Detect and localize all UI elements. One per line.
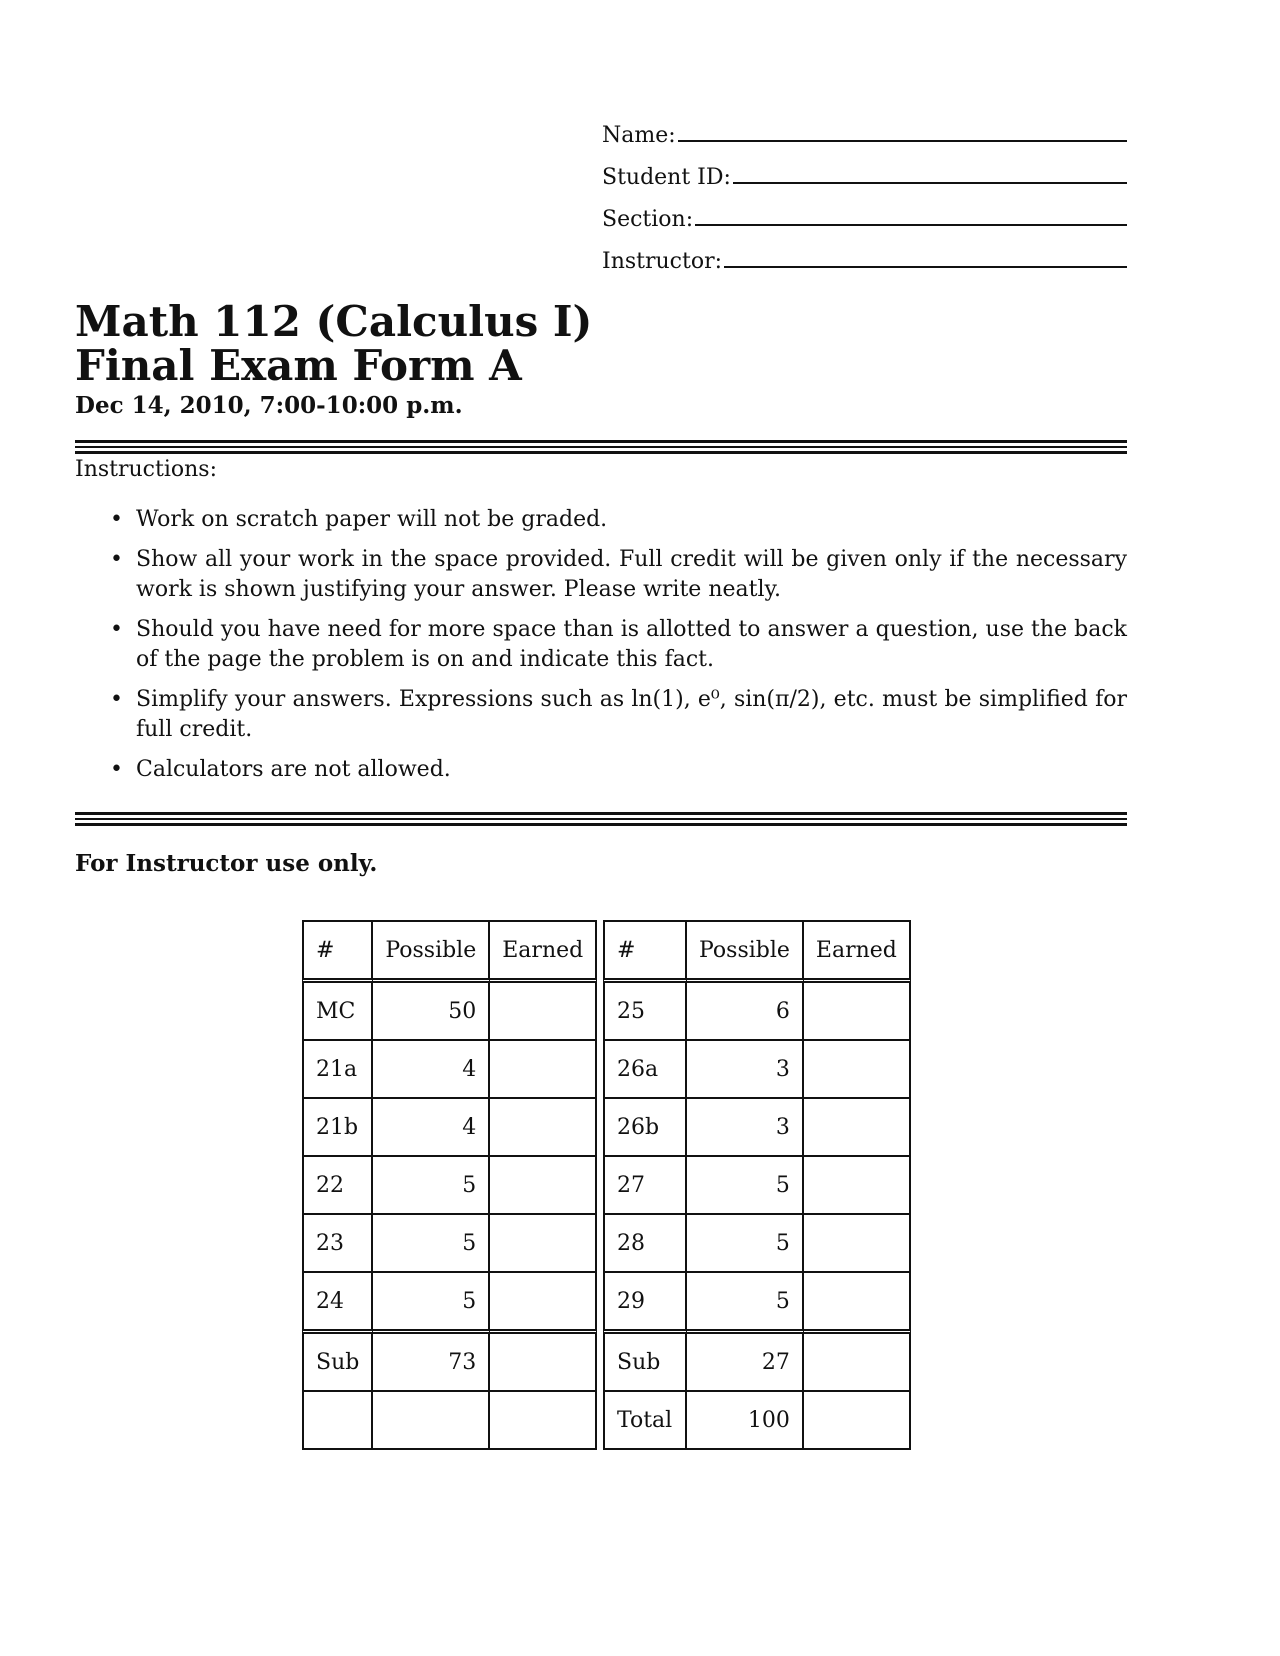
problem-cell: 26b <box>603 1099 687 1157</box>
possible-cell: 3 <box>687 1041 804 1099</box>
problem-cell: 21b <box>302 1099 373 1157</box>
problem-cell: Sub <box>603 1334 687 1392</box>
header-cell: # <box>603 920 687 983</box>
table-row <box>603 1273 911 1334</box>
problem-cell: 27 <box>603 1157 687 1215</box>
name-line[interactable] <box>678 140 1127 142</box>
bullet-icon: • <box>110 757 123 782</box>
table-row <box>603 1099 911 1157</box>
table-row <box>302 983 597 1041</box>
instructions-heading: Instructions: <box>75 457 217 482</box>
table-row <box>603 1157 911 1215</box>
name-label: Name: <box>602 123 676 148</box>
header-cell: Earned <box>804 920 911 983</box>
problem-cell: MC <box>302 983 373 1041</box>
table-row <box>302 1157 597 1215</box>
exam-form-title: Final Exam Form A <box>75 341 522 390</box>
table-row <box>302 1041 597 1099</box>
bottom-divider <box>75 812 1127 829</box>
list-item <box>110 755 1127 785</box>
instruction-text: Work on scratch paper will not be graded. <box>136 507 608 532</box>
list-item <box>110 505 1127 535</box>
possible-cell: 73 <box>373 1334 490 1392</box>
instructor-use-heading: For Instructor use only. <box>75 850 378 877</box>
earned-cell[interactable] <box>804 1041 911 1099</box>
score-table-left <box>302 920 597 1450</box>
list-item <box>110 685 1127 745</box>
earned-cell[interactable] <box>490 1273 597 1334</box>
subtotal-row <box>302 1334 597 1392</box>
earned-cell[interactable] <box>804 1392 911 1450</box>
name-field[interactable] <box>602 106 1127 148</box>
student-info-fields <box>602 106 1127 274</box>
header-cell: Possible <box>687 920 804 983</box>
earned-cell[interactable] <box>490 1334 597 1392</box>
problem-cell: 28 <box>603 1215 687 1273</box>
earned-cell[interactable] <box>804 1099 911 1157</box>
problem-cell: 23 <box>302 1215 373 1273</box>
problem-cell: 21a <box>302 1041 373 1099</box>
table-row <box>302 1215 597 1273</box>
bullet-icon: • <box>110 507 123 532</box>
header-cell: Earned <box>490 920 597 983</box>
instruction-text: Simplify your answers. Expressions such as ln(1), e⁰, sin(π/2), etc. must be simplified for full credit. <box>136 687 1127 742</box>
possible-cell: 4 <box>373 1099 490 1157</box>
possible-cell: 5 <box>687 1215 804 1273</box>
possible-cell: 5 <box>373 1215 490 1273</box>
instruction-text: Calculators are not allowed. <box>136 757 451 782</box>
table-row <box>603 983 911 1041</box>
possible-cell: 50 <box>373 983 490 1041</box>
possible-cell: 5 <box>373 1157 490 1215</box>
problem-cell <box>302 1392 373 1450</box>
problem-cell: 29 <box>603 1273 687 1334</box>
problem-cell: 22 <box>302 1157 373 1215</box>
section-field[interactable] <box>602 190 1127 232</box>
course-title: Math 112 (Calculus I) <box>75 297 593 346</box>
score-table-right <box>603 920 911 1450</box>
instruction-text: Should you have need for more space than is allotted to answer a question, use the back of the page the problem is on and indicate this fact. <box>136 617 1127 672</box>
bullet-icon: • <box>110 547 123 572</box>
student-id-line[interactable] <box>733 182 1127 184</box>
possible-cell <box>373 1392 490 1450</box>
table-row <box>302 1392 597 1450</box>
earned-cell[interactable] <box>804 1215 911 1273</box>
possible-cell: 3 <box>687 1099 804 1157</box>
list-item <box>110 615 1127 675</box>
instruction-text: Show all your work in the space provided. Full credit will be given only if the necessary work is shown justifying your answer. Please write neatly. <box>136 547 1127 602</box>
possible-cell: 5 <box>373 1273 490 1334</box>
problem-cell: Total <box>603 1392 687 1450</box>
table-row <box>302 1273 597 1334</box>
exam-date: Dec 14, 2010, 7:00-10:00 p.m. <box>75 392 463 419</box>
earned-cell[interactable] <box>490 1157 597 1215</box>
problem-cell: 26a <box>603 1041 687 1099</box>
student-id-field[interactable] <box>602 148 1127 190</box>
earned-cell[interactable] <box>804 1157 911 1215</box>
table-row <box>603 1215 911 1273</box>
possible-cell: 6 <box>687 983 804 1041</box>
bullet-icon: • <box>110 687 123 712</box>
earned-cell[interactable] <box>490 1392 597 1450</box>
earned-cell[interactable] <box>804 983 911 1041</box>
instructor-line[interactable] <box>724 266 1127 268</box>
earned-cell[interactable] <box>490 1215 597 1273</box>
earned-cell[interactable] <box>804 1273 911 1334</box>
instructor-label: Instructor: <box>602 249 723 274</box>
table-row <box>603 1041 911 1099</box>
problem-cell: 25 <box>603 983 687 1041</box>
header-cell: Possible <box>373 920 490 983</box>
possible-cell: 5 <box>687 1157 804 1215</box>
section-line[interactable] <box>695 224 1127 226</box>
problem-cell: 24 <box>302 1273 373 1334</box>
exam-title-block <box>75 297 593 419</box>
possible-cell: 100 <box>687 1392 804 1450</box>
earned-cell[interactable] <box>804 1334 911 1392</box>
subtotal-row <box>603 1334 911 1392</box>
instructor-field[interactable] <box>602 232 1127 274</box>
header-cell: # <box>302 920 373 983</box>
table-header-row <box>302 920 597 983</box>
list-item <box>110 545 1127 605</box>
earned-cell[interactable] <box>490 1041 597 1099</box>
bullet-icon: • <box>110 617 123 642</box>
table-row <box>302 1099 597 1157</box>
possible-cell: 4 <box>373 1041 490 1099</box>
earned-cell[interactable] <box>490 983 597 1041</box>
possible-cell: 5 <box>687 1273 804 1334</box>
problem-cell: Sub <box>302 1334 373 1392</box>
student-id-label: Student ID: <box>602 165 731 190</box>
possible-cell: 27 <box>687 1334 804 1392</box>
section-label: Section: <box>602 207 694 232</box>
table-header-row <box>603 920 911 983</box>
earned-cell[interactable] <box>490 1099 597 1157</box>
total-row <box>603 1392 911 1450</box>
instructions-list <box>110 505 1127 795</box>
top-divider <box>75 440 1127 457</box>
